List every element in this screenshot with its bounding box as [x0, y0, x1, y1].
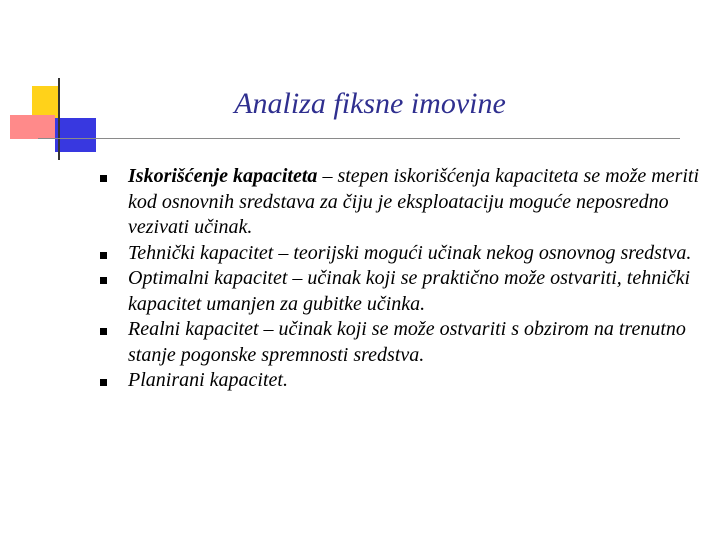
bullet-item: [100, 266, 700, 317]
slide-title: Analiza fiksne imovine: [234, 87, 506, 120]
bullet-text: Planirani kapacitet.: [128, 369, 288, 391]
bullet-square-icon: [100, 328, 107, 335]
bullet-text: Tehnički kapacitet – teorijski mogući učinak nekog osnovnog sredstva.: [128, 241, 692, 264]
bullet-item: [100, 317, 700, 368]
bullet-item: [100, 368, 700, 394]
title-underline: [38, 138, 680, 139]
decor-red-rect: [10, 115, 55, 139]
bullet-text: – stepen iskorišćenja kapaciteta se može meriti kod osnovnih sredstava za čiju je eksploataciju moguće neposredno vezivati učinak.: [128, 165, 700, 238]
bullet-item: [100, 241, 700, 267]
bullet-item: [100, 164, 700, 241]
bullet-term: Iskorišćenje kapaciteta: [128, 165, 318, 187]
bullet-square-icon: [100, 277, 107, 284]
bullet-square-icon: [100, 379, 107, 386]
decor-blue-square: [55, 118, 96, 152]
bullet-text: Optimalni kapacitet – učinak koji se praktično može ostvariti, tehnički kapacitet umanjen za gubitke učinka.: [128, 267, 691, 315]
bullet-square-icon: [100, 175, 107, 182]
bullet-list: [100, 164, 700, 394]
bullet-square-icon: [100, 252, 107, 259]
decor-vertical-line: [58, 78, 60, 160]
bullet-text: Realni kapacitet – učinak koji se može ostvariti s obzirom na trenutno stanje pogonske spremnosti sredstva.: [128, 318, 686, 366]
